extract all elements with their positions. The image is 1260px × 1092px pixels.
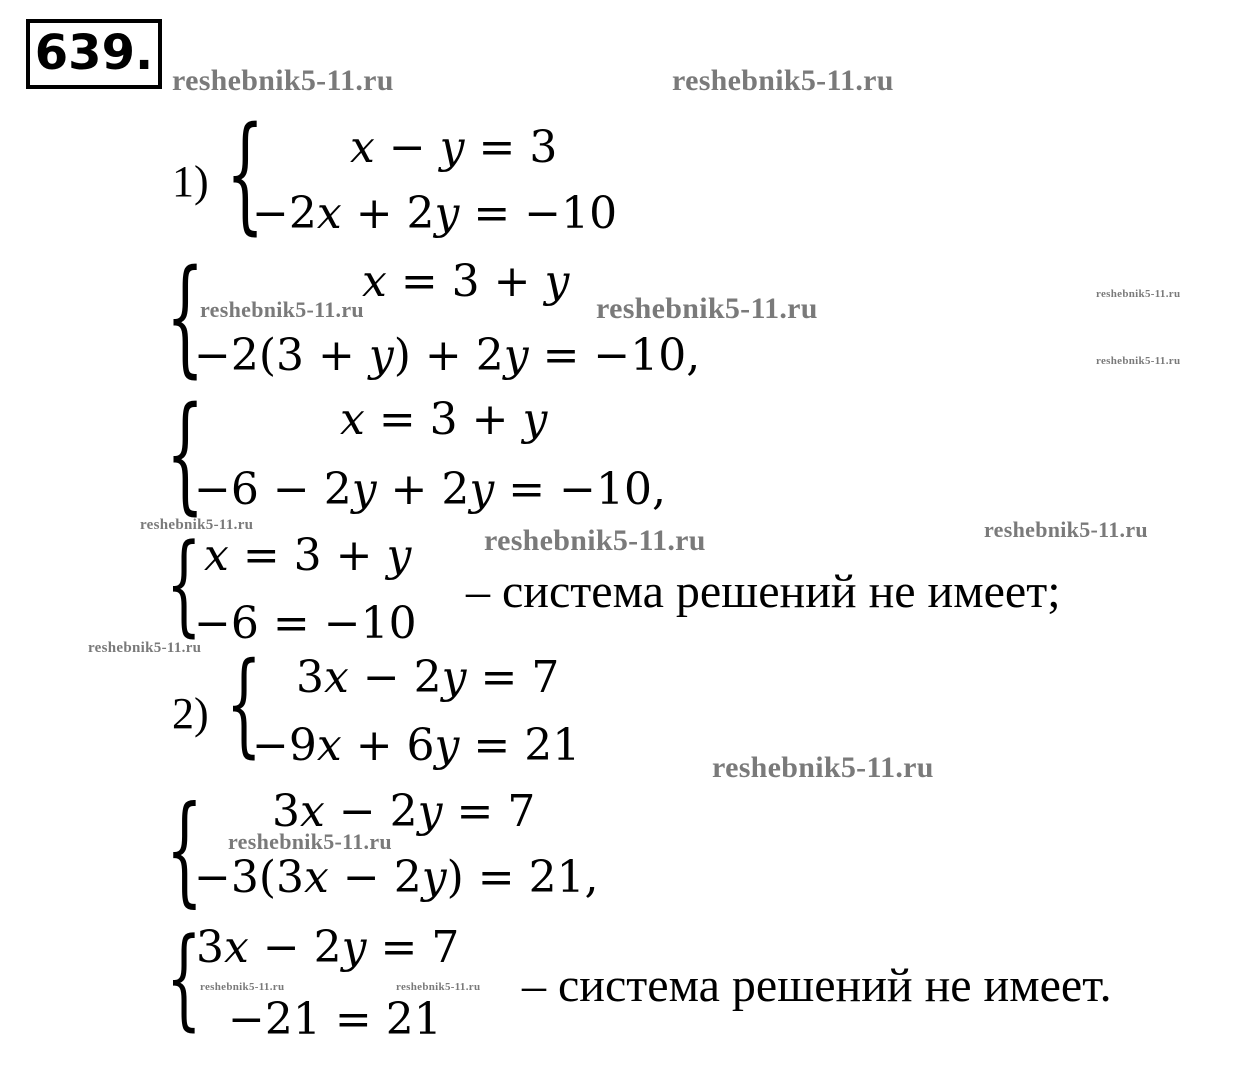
watermark: reshebnik5-11.ru [200, 297, 364, 322]
system-brace: { [166, 779, 203, 920]
system-brace: { [226, 640, 262, 770]
system-brace: { [226, 101, 265, 249]
watermark: reshebnik5-11.ru [200, 981, 285, 993]
watermark: reshebnik5-11.ru [88, 640, 202, 656]
equation: x = 3 + y [340, 394, 548, 445]
equation: x = 3 + y [204, 530, 412, 581]
watermark: reshebnik5-11.ru [172, 64, 394, 97]
part2-label: 2) [172, 689, 209, 738]
conclusion-text: – система решений не имеет; [466, 565, 1061, 618]
equation: −2(3 + y) + 2y = −10, [194, 330, 701, 381]
watermark: reshebnik5-11.ru [228, 829, 392, 854]
watermark: reshebnik5-11.ru [672, 64, 894, 97]
watermark: reshebnik5-11.ru [396, 981, 481, 993]
equation: −6 = −10 [194, 598, 417, 649]
equation: 3x − 2y = 7 [196, 922, 460, 973]
equation: −2x + 2y = −10 [252, 188, 618, 239]
watermark: reshebnik5-11.ru [1096, 288, 1181, 300]
system-brace: { [166, 522, 202, 649]
equation: 3x − 2y = 7 [272, 786, 536, 837]
watermark: reshebnik5-11.ru [596, 292, 818, 325]
equation: −6 − 2y + 2y = −10, [194, 464, 666, 515]
equation: 3x − 2y = 7 [296, 652, 560, 703]
watermark: reshebnik5-11.ru [712, 751, 934, 784]
watermark: reshebnik5-11.ru [140, 517, 254, 533]
equation: −3(3x − 2y) = 21, [194, 852, 599, 903]
equation: x = 3 + y [362, 256, 570, 307]
watermark: reshebnik5-11.ru [1096, 355, 1181, 367]
watermark: reshebnik5-11.ru [984, 517, 1148, 542]
equation: −21 = 21 [228, 994, 442, 1045]
conclusion-text: – система решений не имеет. [522, 959, 1112, 1012]
system-brace: { [166, 244, 205, 392]
part1-label: 1) [172, 157, 209, 206]
problem-number: 639. [34, 25, 154, 81]
system-brace: { [166, 381, 205, 529]
equation: −9x + 6y = 21 [252, 720, 581, 771]
equation: x − y = 3 [350, 122, 558, 173]
watermark: reshebnik5-11.ru [484, 524, 706, 557]
system-brace: { [166, 916, 202, 1043]
problem-number-box [26, 19, 162, 89]
